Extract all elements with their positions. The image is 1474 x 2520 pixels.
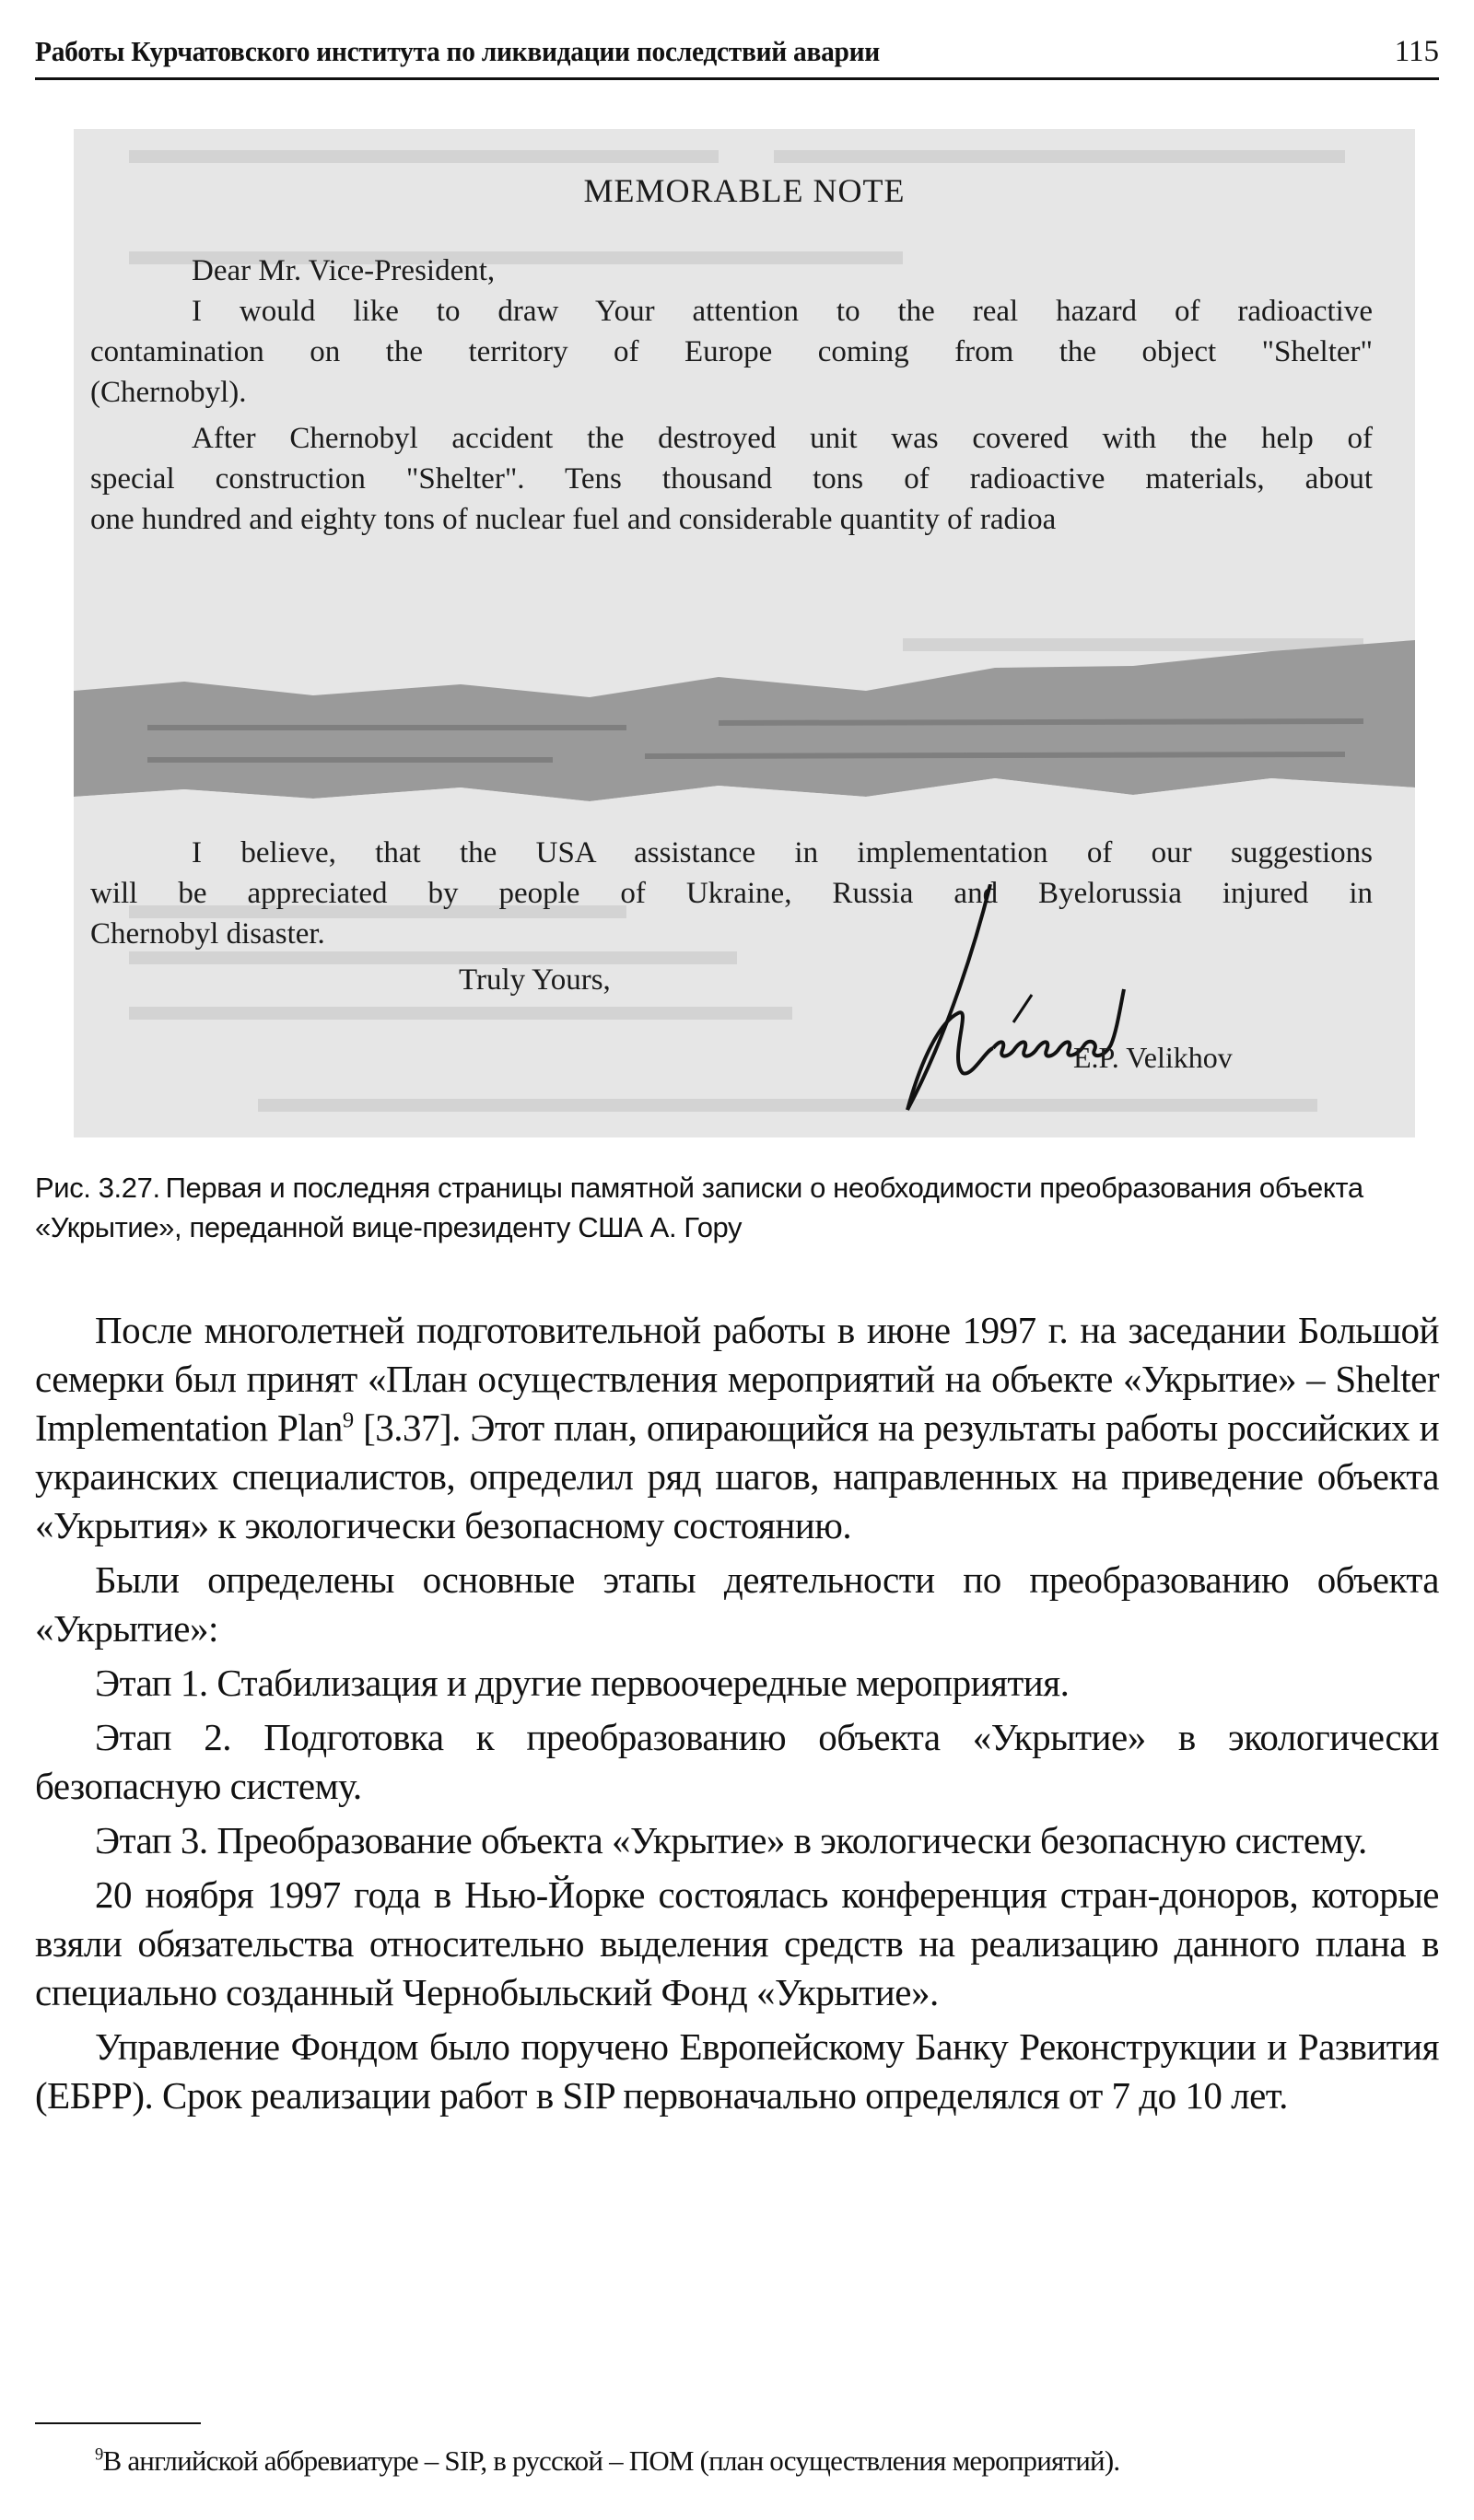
memo-line: I would like to draw Your attention to the real hazard of radioactive xyxy=(192,295,1373,328)
memo-line: contamination on the territory of Europe coming from the object "Shelter" xyxy=(90,335,1373,368)
caption-label: Рис. 3.27. xyxy=(35,1172,160,1204)
memo-line: Chernobyl disaster. xyxy=(90,917,325,951)
memo-line: I believe, that the USA assistance in implementation of our suggestions xyxy=(192,836,1373,869)
paragraph: Были определены основные этапы деятельности по преобразованию объекта «Укрытие»: xyxy=(35,1558,1439,1650)
memo-line: (Chernobyl). xyxy=(90,376,247,409)
figure-caption xyxy=(35,1168,1439,1247)
memo-closing: Truly Yours, xyxy=(459,963,611,997)
memo-salutation: Dear Mr. Vice-President, xyxy=(192,254,496,287)
paragraph xyxy=(35,1306,1439,1550)
caption-text: Первая и последняя страницы памятной записки о необходимости преобразования объекта «Укрытие», переданной вице-президенту США А. Гору xyxy=(35,1172,1363,1243)
running-header xyxy=(35,26,1439,80)
memo-figure xyxy=(74,129,1415,1138)
paragraph: 20 ноября 1997 года в Нью-Йорке состоялась конференция стран-доноров, которые взяли обязательства относительно выделения средств на реализацию данного плана в специально созданный Чернобыльский Фонд «Укрытие». xyxy=(35,1873,1439,2013)
memo-line: one hundred and eighty tons of nuclear fuel and considerable quantity of radioa xyxy=(90,503,1057,536)
paragraph: Этап 3. Преобразование объекта «Укрытие» в экологически безопасную систему. xyxy=(95,1819,1367,1861)
memo-line: After Chernobyl accident the destroyed unit was covered with the help of xyxy=(192,422,1373,455)
signature xyxy=(811,884,1198,1133)
memo-title: MEMORABLE NOTE xyxy=(583,172,906,209)
footnote-divider xyxy=(35,2422,201,2424)
header-title: Работы Курчатовского института по ликвидации последствий аварии xyxy=(35,35,880,67)
memo-signer: E.P. Velikhov xyxy=(1073,1041,1233,1074)
paragraph-text: После многолетней подготовительной работы в июне 1997 г. на заседании Большой семерки был принят «План осуществления мероприятий на объекте «Укрытие» – Shelter Implementation Plan xyxy=(35,1309,1439,1449)
paragraph: Управление Фондом было поручено Европейскому Банку Реконструкции и Развития (ЕБРР). Срок реализации работ в SIP первоначально определялся от 7 до 10 лет. xyxy=(35,2025,1439,2117)
paragraph: Этап 2. Подготовка к преобразованию объекта «Укрытие» в экологически безопасную систему. xyxy=(35,1716,1439,1807)
page-number: 115 xyxy=(1394,34,1439,68)
memo-line: special construction "Shelter". Tens thousand tons of radioactive materials, about xyxy=(90,462,1373,496)
footnote xyxy=(35,2443,1439,2479)
footnote-ref: 9 xyxy=(342,1407,354,1433)
paragraph-text: [3.37]. Этот план, опирающийся на результаты работы российских и украинских специалистов, определил ряд шагов, направленных на приведение объекта «Укрытия» к экологически безопасному состоянию. xyxy=(35,1406,1440,1546)
paragraph: Этап 1. Стабилизация и другие первоочередные мероприятия. xyxy=(95,1662,1070,1704)
footnote-marker: 9 xyxy=(95,2444,103,2465)
footnote-text: В английской аббревиатуре – SIP, в русской – ПОМ (план осуществления мероприятий). xyxy=(102,2444,1120,2477)
memo-line: will be appreciated by people of Ukraine, Russia and Byelorussia injured in xyxy=(90,877,1373,910)
torn-page-overlap xyxy=(74,640,1415,829)
main-text xyxy=(35,1306,1439,2120)
